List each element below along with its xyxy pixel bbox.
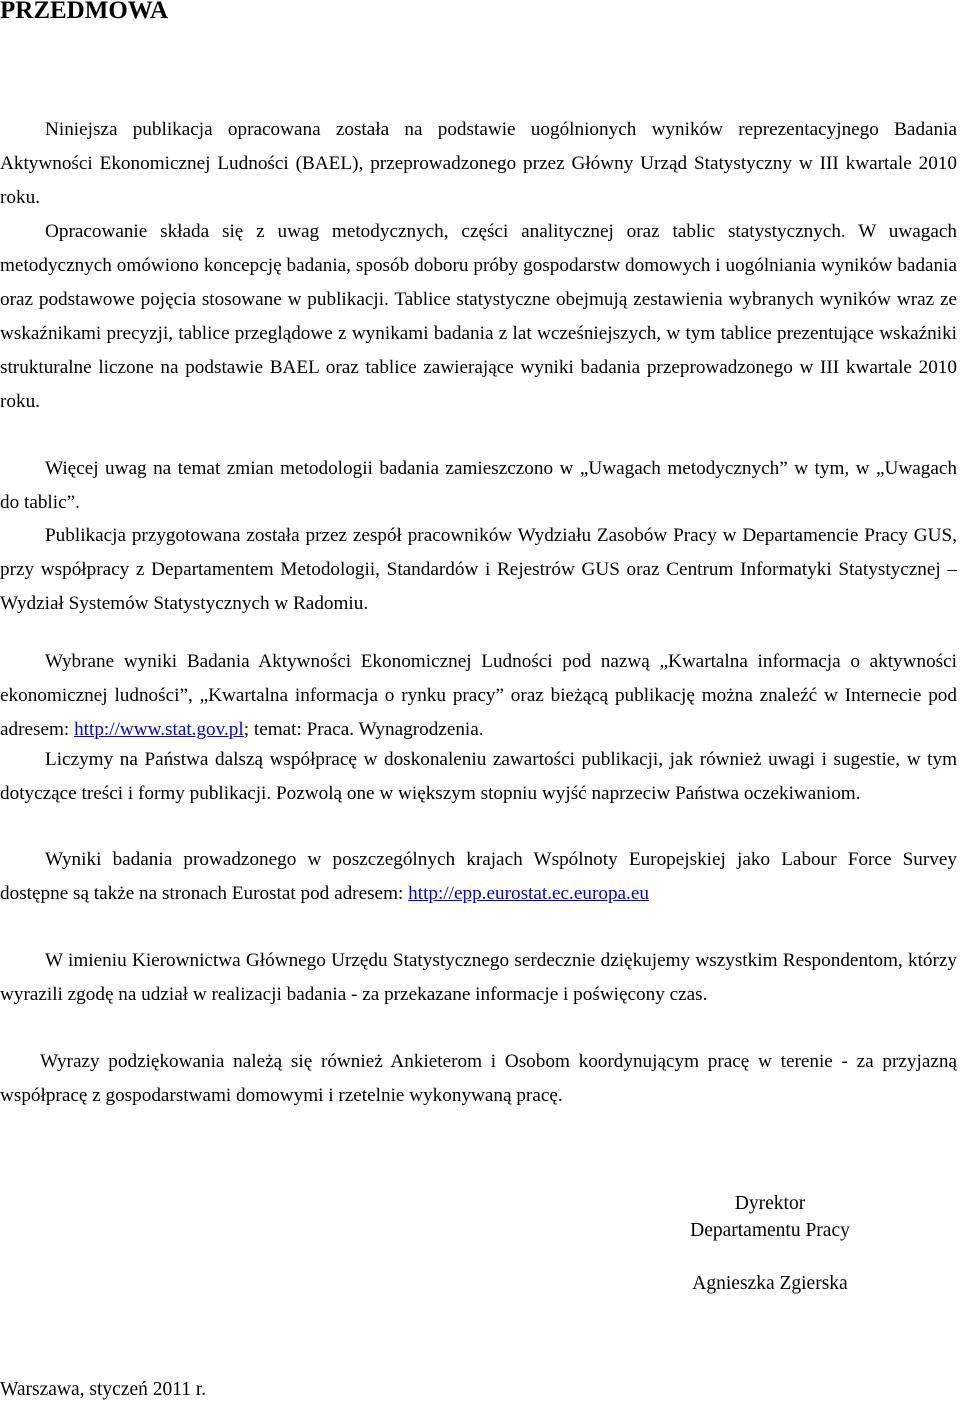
signature-name: Agnieszka Zgierska: [692, 1273, 848, 1294]
paragraph-authors: Publikacja przygotowana została przez zespół pracowników Wydziału Zasobów Pracy w Departamencie Pracy GUS, przy współpracy z Departamentem Metodologii, Standardów i Rejestrów GUS oraz Centrum Informatyki Statystycznej – Wydział Systemów Statystycznych w Radomiu.: [0, 525, 957, 614]
paragraph-online-results: [0, 645, 957, 747]
paragraph-online-results-text: Wybrane wyniki Badania Aktywności Ekonomicznej Ludności pod nazwą „Kwartalna informacja o aktywności ekonomicznej ludności”, „Kwartalna informacja o rynku pracy” oraz bieżącą publikację można znaleźć w Internecie pod adresem:: [0, 651, 957, 740]
paragraph-online-results-tail: ; temat: Praca. Wynagrodzenia.: [243, 718, 484, 740]
signature-role: Dyrektor: [734, 1193, 806, 1214]
page-title: PRZEDMOWA: [0, 0, 169, 24]
paragraph-cooperation: Liczymy na Państwa dalszą współpracę w doskonaleniu zawartości publikacji, jak również uwagi i sugestie, w tym dotyczące treści i formy publikacji. Pozwolą one w większym stopniu wyjść naprzeciw Państwa oczekiwaniom.: [0, 749, 957, 804]
paragraph-eurostat-text: Wyniki badania prowadzonego w poszczególnych krajach Wspólnoty Europejskiej jako Labour Force Survey dostępne są także na stronach Eurostat pod adresem:: [0, 849, 957, 904]
stat-gov-link[interactable]: http://www.stat.gov.pl: [74, 718, 244, 740]
paragraph-eurostat: [0, 843, 957, 911]
paragraph-thanks-interviewers: Wyrazy podziękowania należą się również Ankieterom i Osobom koordynującym pracę w terenie - za przyjazną współpracę z gospodarstwami domowymi i rzetelnie wykonywaną pracę.: [0, 1051, 957, 1106]
paragraph-intro: Niniejsza publikacja opracowana została na podstawie uogólnionych wyników reprezentacyjnego Badania Aktywności Ekonomicznej Ludności (BAEL), przeprowadzonego przez Główny Urząd Statystyczny w III kwartale 2010 roku.: [0, 119, 957, 208]
eurostat-link[interactable]: http://epp.eurostat.ec.europa.eu: [408, 882, 649, 904]
signature-department: Departamentu Pracy: [690, 1220, 850, 1241]
place-date: Warszawa, styczeń 2011 r.: [0, 1379, 207, 1400]
paragraph-thanks-respondents: W imieniu Kierownictwa Głównego Urzędu Statystycznego serdecznie dziękujemy wszystkim Respondentom, którzy wyrazili zgodę na udział w realizacji badania - za przekazane informacje i poświęcony czas.: [0, 950, 957, 1005]
paragraph-structure: Opracowanie składa się z uwag metodycznych, części analitycznej oraz tablic statystycznych. W uwagach metodycznych omówiono koncepcję badania, sposób doboru próby gospodarstw domowych i uogólniania wyników badania oraz podstawowe pojęcia stosowane w publikacji. Tablice statystyczne obejmują zestawienia wybranych wyników wraz ze wskaźnikami precyzji, tablice przeglądowe z wynikami badania z lat wcześniejszych, w tym tablice prezentujące wskaźniki strukturalne liczone na podstawie BAEL oraz tablice zawierające wyniki badania przeprowadzonego w III kwartale 2010 roku.: [0, 221, 957, 412]
paragraph-methodology-note: Więcej uwag na temat zmian metodologii badania zamieszczono w „Uwagach metodycznych” w tym, w „Uwagach do tablic”.: [0, 458, 957, 513]
